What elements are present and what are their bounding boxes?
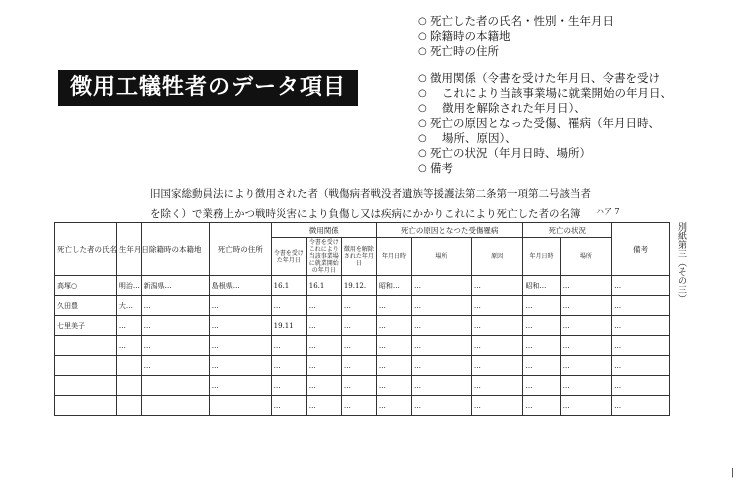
th-i1: 年月日時 [376,238,411,276]
cell-i2: … [412,396,472,416]
th-honseki: 除籍時の本籍地 [141,223,209,276]
cell-c1: … [271,376,306,396]
cell-remarks: … [612,276,670,296]
cell-name [55,396,117,416]
table-row [55,356,670,376]
th-d1: 年月日時 [523,238,560,276]
table-row [55,376,670,396]
cell-i3: … [471,296,523,316]
item-choyo-cont-2: ○ 徴用を解除された年月日）、 [418,101,718,116]
cell-honseki [141,376,209,396]
item-honseki: ○ 除籍時の本籍地 [418,29,718,44]
cell-i3: … [471,336,523,356]
banner-title: 徴用工犠牲者のデータ項目 [58,70,358,106]
cell-c1: … [271,336,306,356]
cell-c3: … [341,376,376,396]
cell-d1: … [523,296,560,316]
cell-honseki: … [141,336,209,356]
cell-c1: … [271,296,306,316]
item-choyo-cont-1: ○ これにより当該事業場に就業開始の年月日、 [418,86,718,101]
cell-d2: … [560,316,612,336]
th-address: 死亡時の住所 [209,223,271,276]
cell-name: 久田豊 [55,296,117,316]
cell-honseki: … [141,296,209,316]
cell-d2: … [560,336,612,356]
cell-name [55,356,117,376]
table-header-row [55,223,670,238]
document-heading-line-2: を除く）で業務上かつ戦時災害により負傷し又は疾病にかかりこれにより死亡した者の名簿 [150,208,581,220]
cell-i2: … [412,356,472,376]
cell-d2: … [560,396,612,416]
cell-c3: 19.12. [341,276,376,296]
cell-c3: … [341,396,376,416]
cell-i2: … [412,316,472,336]
cell-c2: … [306,396,341,416]
cell-birth: … [116,316,141,336]
cell-i2: … [412,276,472,296]
cell-d2: … [560,276,612,296]
th-c3: 徴用を解除された年月日 [341,238,376,276]
cell-address: 島根県… [209,276,271,296]
item-injury-cont: ○ 場所、原因）、 [418,131,718,146]
cell-c3: … [341,336,376,356]
th-i3: 原因 [471,238,523,276]
cell-name [55,376,117,396]
cell-d1: … [523,376,560,396]
cell-honseki: … [141,356,209,376]
th-name: 死亡した者の氏名 [55,223,117,276]
cell-c1: 16.1 [271,276,306,296]
cell-birth: 大… [116,296,141,316]
cell-birth: 明治… [116,276,141,296]
table-row [55,396,670,416]
table-row [55,336,670,356]
cell-address: … [209,336,271,356]
cell-i1: … [376,356,411,376]
cell-c2: … [306,336,341,356]
page-number: ハア 7 [596,207,620,216]
cell-i1: 昭和… [376,276,411,296]
cell-i1: … [376,336,411,356]
cell-name: 七里美子 [55,316,117,336]
item-choyo: ○ 徴用関係（令書を受けた年月日、令書を受け [418,71,718,86]
cell-i3: … [471,276,523,296]
cell-i1: … [376,376,411,396]
th-d2: 場所 [560,238,612,276]
cell-c1: 19.11 [271,316,306,336]
cell-i2: … [412,296,472,316]
cell-c3: … [341,356,376,376]
casualty-table [54,222,670,416]
cell-name [55,336,117,356]
cell-address: … [209,376,271,396]
cell-i3: … [471,396,523,416]
item-remarks: ○ 備考 [418,161,718,176]
item-death-status: ○ 死亡の状況（年月日時、場所） [418,146,718,161]
cell-name: 高塚○ [55,276,117,296]
cell-i1: … [376,396,411,416]
cell-c3: … [341,316,376,336]
th-injury: 死亡の原因となつた受傷罹病 [376,223,523,238]
cell-d2: … [560,356,612,376]
cell-d1: … [523,356,560,376]
th-remarks: 備考 [612,223,670,276]
cell-remarks: … [612,356,670,376]
table-row [55,296,670,316]
cell-i3: … [471,356,523,376]
cell-remarks: … [612,296,670,316]
item-address: ○ 死亡時の住所 [418,44,718,59]
document-heading-line-1: 旧国家総動員法により徴用された者（戦傷病者戦没者遺族等援護法第二条第一項第二号該当者 [150,188,591,200]
cell-c2: … [306,376,341,396]
cell-birth: … [116,336,141,356]
cell-d2: … [560,296,612,316]
th-death: 死亡の状況 [523,223,612,238]
th-i2: 場所 [412,238,472,276]
cell-remarks: … [612,376,670,396]
cell-birth [116,396,141,416]
cell-c2: … [306,296,341,316]
th-c2: 令書を受けこれにより当該事業場に就業開始の年月日 [306,238,341,276]
th-choyo: 徴用関係 [271,223,376,238]
cell-c1: … [271,356,306,376]
cell-i3: … [471,376,523,396]
cell-d1: 昭和… [523,276,560,296]
cell-d2: … [560,376,612,396]
cell-honseki: … [141,316,209,336]
cell-honseki [141,396,209,416]
data-item-list [418,14,718,176]
table-row [55,316,670,336]
cell-address: … [209,296,271,316]
cell-d1: … [523,316,560,336]
side-note: 別紙第三（その三） [676,222,686,303]
cell-honseki: 新潟県… [141,276,209,296]
cell-c2: … [306,356,341,376]
cell-address: … [209,316,271,336]
cell-d1: … [523,336,560,356]
cell-remarks: … [612,396,670,416]
table-row [55,276,670,296]
cell-i2: … [412,336,472,356]
item-name-sex-birth: ○ 死亡した者の氏名・性別・生年月日 [418,14,718,29]
cell-address [209,396,271,416]
cell-c1: … [271,396,306,416]
cell-remarks: … [612,336,670,356]
cell-birth [116,356,141,376]
cell-address: … [209,356,271,376]
cell-birth [116,376,141,396]
item-injury: ○ 死亡の原因となった受傷、罹病（年月日時、 [418,116,718,131]
margin-mark: | [731,468,735,478]
cell-c2: 16.1 [306,276,341,296]
cell-c2: … [306,316,341,336]
cell-remarks: … [612,316,670,336]
cell-c3: … [341,296,376,316]
th-birth: 生年月日 [116,223,141,276]
cell-i1: … [376,316,411,336]
cell-i3: … [471,316,523,336]
cell-d1: … [523,396,560,416]
cell-i2: … [412,376,472,396]
th-c1: 令書を受けた年月日 [271,238,306,276]
cell-i1: … [376,296,411,316]
